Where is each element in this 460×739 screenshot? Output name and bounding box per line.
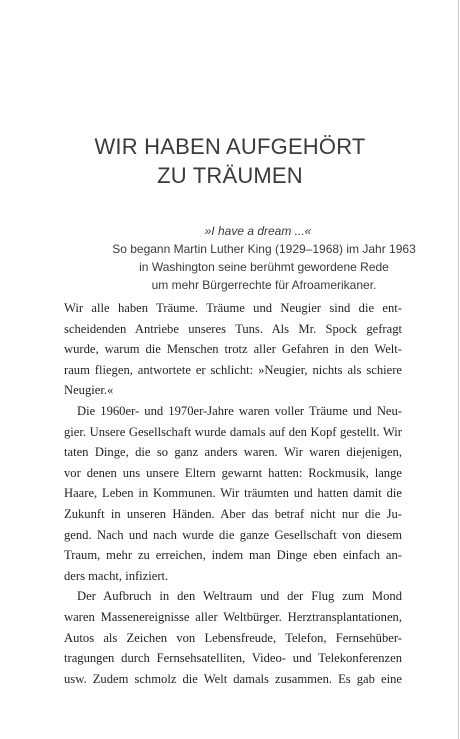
- epigraph-line: in Washington seine berühmt gewordene Rede: [139, 260, 389, 274]
- epigraph: [0, 222, 460, 294]
- text-line: wurde, warum die Menschen trotz aller Gefahren in den Welt-: [64, 342, 402, 357]
- chapter-title-line: WIR HABEN AUFGEHÖRT: [94, 134, 366, 159]
- text-line: waren Massenereignisse aller Weltbürger. Herztransplantationen,: [64, 609, 402, 624]
- text-line: Wir alle haben Träume. Träume und Neugier sind die ent-: [64, 301, 402, 315]
- text-line: tragungen durch Fernsehsatelliten, Video- und Telekonferenzen: [64, 651, 402, 666]
- paragraph: [64, 298, 402, 401]
- body-text: [64, 298, 402, 689]
- text-line: Haare, Leben in Kommunen. Wir träumten und hatten damit die: [64, 486, 402, 501]
- text-line: Zukunft in unseren Händen. Aber das betraf nicht nur die Ju-: [64, 506, 402, 521]
- epigraph-line: So begann Martin Luther King (1929–1968) im Jahr 1963: [112, 242, 416, 256]
- epigraph-line: um mehr Bürgerrechte für Afroamerikaner.: [151, 278, 377, 292]
- paragraph: [64, 401, 402, 586]
- text-line: scheidenden Antriebe unseres Tuns. Als Mr. Spock gefragt: [64, 321, 402, 336]
- text-line: usw. Zudem schmolz die Welt damals zusammen. Es gab eine: [64, 671, 402, 686]
- text-line: Die 1960er- und 1970er-Jahre waren voller Träume und Neu-: [77, 403, 402, 418]
- page-edge: [458, 0, 459, 739]
- epigraph-quote: »I have a dream ...«: [204, 224, 312, 238]
- text-line: Der Aufbruch in den Weltraum und der Flug zum Mond: [77, 589, 402, 604]
- text-line: gier. Unsere Gesellschaft wurde damals auf den Kopf gestellt. Wir: [64, 424, 402, 439]
- chapter-title-line: ZU TRÄUMEN: [157, 163, 303, 188]
- paragraph: [64, 586, 402, 689]
- chapter-title: [0, 132, 460, 190]
- text-line: Traum, mehr zu erreichen, indem man Dinge eben einfach an-: [64, 548, 402, 563]
- text-line: gend. Nach und nach wurde die ganze Gesellschaft von diesem: [64, 527, 402, 542]
- text-line: raum fliegen, antwortete er schlicht: »Neugier, nichts als schiere: [64, 362, 402, 377]
- text-line: vor denen uns unsere Eltern gewarnt hatten: Rockmusik, lange: [64, 465, 402, 480]
- text-line: Neugier.«: [64, 383, 114, 398]
- text-line: ders macht, infiziert.: [64, 568, 169, 583]
- text-line: taten Dinge, die so ganz anders waren. Wir waren diejenigen,: [64, 445, 402, 460]
- text-line: Autos als Zeichen von Lebensfreude, Telefon, Fernsehüber-: [64, 630, 402, 645]
